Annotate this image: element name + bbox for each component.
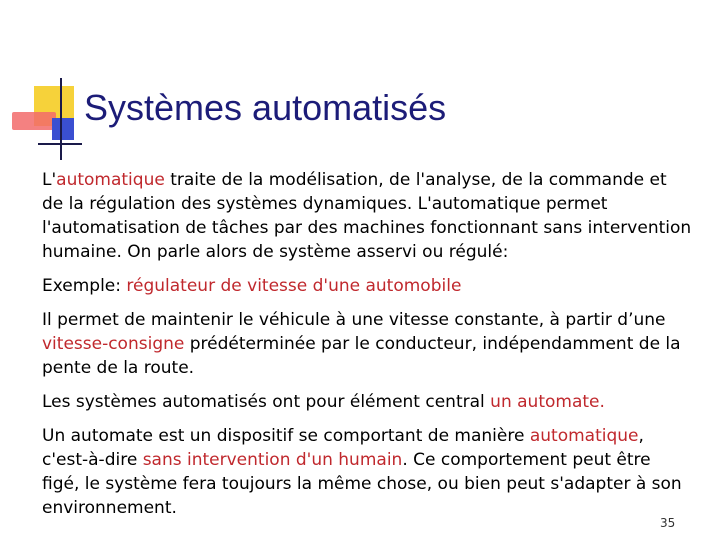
text-span: Les systèmes automatisés ont pour élément central xyxy=(42,392,491,412)
text-span: Un automate est un dispositif se comportant de manière xyxy=(42,426,530,446)
highlight-un-automate: un automate. xyxy=(490,392,605,412)
highlight-regulateur: régulateur de vitesse d'une automobile xyxy=(126,276,462,296)
slide-title: Systèmes automatisés xyxy=(84,87,447,128)
highlight-vitesse-consigne: vitesse-consigne xyxy=(42,334,185,354)
highlight-automatique: automatique xyxy=(56,170,165,190)
text-span: traite de la modélisation, de l'analyse, de la commande et de la régulation des systèmes dynamiques. L'automatique permet l'automatisation de tâches par des machines fonctionnant sans intervention humaine. On parle alors de système asservi ou régulé: xyxy=(42,170,692,262)
highlight-automatique-2: automatique xyxy=(529,426,639,446)
text-span: Il permet de maintenir le véhicule à une vitesse constante, à partir d’une xyxy=(42,310,666,330)
paragraph-definition xyxy=(42,168,692,264)
slide-body xyxy=(42,168,692,530)
text-span: Exemple: xyxy=(42,276,127,296)
paragraph-explanation xyxy=(42,308,692,380)
highlight-sans-intervention: sans intervention d'un humain xyxy=(142,450,403,470)
text-span: , c'est-à-dire xyxy=(42,426,644,470)
page-number: 35 xyxy=(660,516,676,530)
paragraph-automate-definition xyxy=(42,424,692,520)
paragraph-example xyxy=(42,274,692,298)
decor-red-bar xyxy=(12,112,56,130)
paragraph-central-element xyxy=(42,390,692,414)
decor-blue-square xyxy=(52,118,74,140)
text-span: L' xyxy=(42,170,57,190)
decor-vertical-line xyxy=(60,78,62,160)
decor-horizontal-line xyxy=(38,143,82,145)
text-span: prédéterminée par le conducteur, indépendamment de la pente de la route. xyxy=(42,334,681,378)
text-span: . Ce comportement peut être figé, le système fera toujours la même chose, ou bien peut s'adapter à son environnement. xyxy=(42,450,682,518)
